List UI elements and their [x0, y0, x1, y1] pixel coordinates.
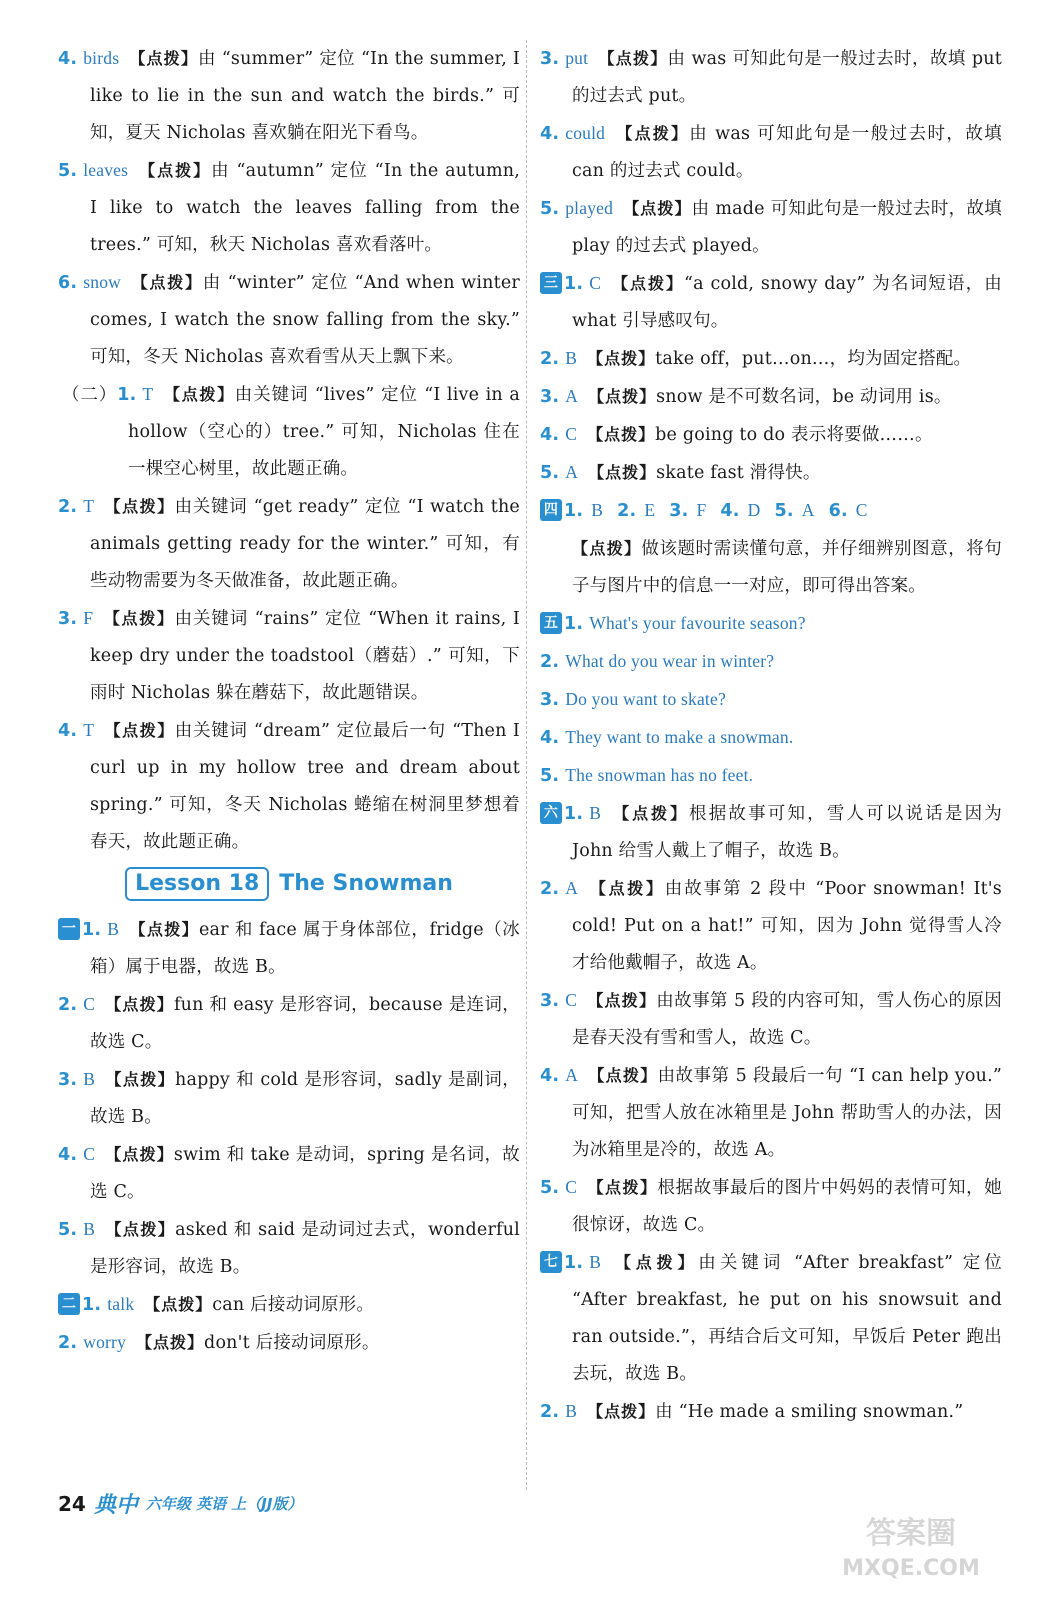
answer: C: [855, 500, 868, 520]
hint-tag: 【点拨】: [615, 124, 690, 143]
explanation-text: 由 was 可知此句是一般过去时，故填 put 的过去式 put。: [572, 49, 1002, 106]
question-number: 4.: [720, 501, 740, 521]
question-number: 3.: [58, 609, 78, 629]
answer: B: [565, 1401, 578, 1421]
explanation-text: 由 “winter” 定位 “And when winter comes, I watch the snow falling from the sky.” 可知，冬天 Nicholas 喜欢看雪从天上飘下来。: [90, 273, 520, 367]
explanation-text: 由 was 可知此句是一般过去时，故填 can 的过去式 could。: [572, 124, 1002, 181]
answer: could: [565, 123, 606, 143]
hint-tag: 【点拨】: [129, 920, 199, 939]
answer: B: [83, 1219, 96, 1239]
question-number: 2.: [58, 1333, 78, 1353]
hint-tag: 【点拨】: [588, 463, 657, 482]
question-number: 1.: [82, 1295, 102, 1315]
lesson-heading: [58, 867, 520, 903]
answer: birds: [83, 48, 120, 68]
answer: played: [565, 198, 614, 218]
answer-item: [540, 681, 1002, 719]
question-number: 5.: [540, 1178, 560, 1198]
answer: C: [589, 273, 602, 293]
explanation-text: ear 和 face 属于身体部位，fridge（冰箱）属于电器，故选 B。: [90, 920, 520, 977]
answer: put: [565, 48, 589, 68]
explanation-text: “a cold, snowy day” 为名词短语，由 what 引导感叹句。: [572, 274, 1002, 331]
answer: A: [565, 878, 579, 898]
question-number: 3.: [540, 49, 560, 69]
hint-tag: 【点拨】: [105, 1145, 174, 1164]
svg-text:MXQE.COM: MXQE.COM: [842, 1556, 980, 1581]
hint-tag: 【点拨】: [588, 1066, 658, 1085]
answer-sentence: What do you wear in winter?: [565, 651, 775, 671]
explanation-text: skate fast 滑得快。: [656, 463, 821, 483]
answer-item: [540, 416, 1002, 454]
explanation-text: snow 是不可数名词，be 动词用 is。: [656, 387, 952, 407]
answer-item: [58, 986, 520, 1061]
answer-item: [540, 982, 1002, 1057]
hint-tag: 【点拨】: [138, 161, 212, 180]
question-number: 4.: [540, 425, 560, 445]
answer-item: [58, 1136, 520, 1211]
answer-item: [540, 190, 1002, 265]
explanation-text: happy 和 cold 是形容词，sadly 是副词，故选 B。: [90, 1070, 520, 1127]
question-number: 4.: [58, 1145, 78, 1165]
answer: D: [747, 500, 761, 520]
explanation-text: 由故事第 2 段中 “Poor snowman! It's cold! Put on a hat!” 可知，因为 John 觉得雪人冷才给他戴帽子，故选 A。: [572, 879, 1002, 973]
answer-item: [540, 719, 1002, 757]
hint-tag: 【点拨】: [105, 995, 174, 1014]
answer: A: [565, 1065, 579, 1085]
answer: B: [589, 803, 602, 823]
hint-tag: 【点拨】: [130, 273, 203, 292]
answer-item: [62, 376, 520, 488]
answer-item: [540, 605, 1002, 643]
answer-item: [58, 40, 520, 152]
explanation-text: 由关键词 “get ready” 定位 “I watch the animals getting ready for the winter.” 可知，有些动物需要为冬天做准备，故此题正确。: [90, 497, 520, 591]
hint-tag: 【点拨】: [611, 804, 690, 823]
explanation-text: 由 “summer” 定位 “In the summer, I like to lie in the sun and watch the birds.” 可知，夏天 Nicholas 喜欢躺在阳光下看鸟。: [90, 49, 520, 143]
hint-tag: 【点拨】: [587, 349, 656, 368]
book-title: 六年级 英语 上（JJ版）: [145, 1495, 303, 1513]
answer: C: [565, 990, 578, 1010]
answer: B: [83, 1069, 96, 1089]
hint-tag: 【点拨】: [572, 539, 642, 558]
answer: leaves: [83, 160, 129, 180]
hint-tag: 【点拨】: [623, 199, 692, 218]
answer-sentence: Do you want to skate?: [565, 689, 726, 709]
hint-tag: 【点拨】: [587, 425, 656, 444]
question-number: 1.: [564, 804, 584, 824]
answer-item: [58, 712, 520, 861]
answer-row: [540, 492, 1002, 530]
right-column: [540, 40, 1002, 1431]
answer-item: [58, 152, 520, 264]
hint-tag: 【点拨】: [588, 879, 665, 898]
answer: B: [591, 500, 604, 520]
question-number: 2.: [617, 501, 637, 521]
question-number: 6.: [828, 501, 848, 521]
hint-tag: 【点拨】: [129, 49, 198, 68]
answer-item: [58, 488, 520, 600]
answer: F: [83, 608, 94, 628]
question-number: 4.: [58, 49, 78, 69]
answer: worry: [83, 1332, 127, 1352]
explanation-text: 根据故事可知，雪人可以说话是因为 John 给雪人戴上了帽子，故选 B。: [572, 804, 1002, 861]
answer-item: [58, 1211, 520, 1286]
question-number: 5.: [540, 766, 560, 786]
hint-tag: 【点拨】: [611, 274, 684, 293]
answer: C: [565, 1177, 578, 1197]
answer-item: [540, 1244, 1002, 1393]
answer-item: [540, 454, 1002, 492]
answer-item: [58, 264, 520, 376]
lesson-number: Lesson 18: [125, 867, 269, 901]
hint-tag: 【点拨】: [103, 609, 175, 628]
question-number: 1.: [564, 274, 584, 294]
answer: T: [83, 496, 95, 516]
answer: T: [83, 720, 95, 740]
question-number: 3.: [669, 501, 689, 521]
question-number: 1.: [564, 501, 584, 521]
question-number: 6.: [58, 273, 78, 293]
question-number: 3.: [540, 991, 560, 1011]
answer: B: [565, 348, 578, 368]
answer-sentence: The snowman has no feet.: [565, 765, 754, 785]
question-number: 4.: [540, 124, 560, 144]
brand-logo: 典中: [93, 1493, 138, 1518]
answer: A: [565, 462, 579, 482]
explanation-text: 由故事第 5 段的内容可知，雪人伤心的原因是春天没有雪和雪人，故选 C。: [572, 991, 1002, 1048]
left-column: [58, 40, 520, 1362]
hint-tag: 【点拨】: [105, 1220, 176, 1239]
hint-tag: 【点拨】: [144, 1295, 213, 1314]
answer-item: [540, 643, 1002, 681]
explanation-text: 根据故事最后的图片中妈妈的表情可知，她很惊讶，故选 C。: [572, 1178, 1002, 1235]
answer-item: [540, 1169, 1002, 1244]
question-number: 5.: [540, 199, 560, 219]
question-number: 3.: [58, 1070, 78, 1090]
section-badge: 六: [540, 802, 562, 824]
question-number: 2.: [540, 879, 560, 899]
question-number: 1.: [564, 614, 584, 634]
answer: talk: [107, 1294, 135, 1314]
hint-tag: 【点拨】: [598, 49, 668, 68]
hint-tag: 【点拨】: [136, 1333, 205, 1352]
question-number: 3.: [540, 690, 560, 710]
answer-item: [58, 1286, 520, 1324]
answer-item: [540, 795, 1002, 870]
hint-tag: 【点拨】: [611, 1253, 699, 1272]
answer: A: [565, 386, 579, 406]
hint-tag: 【点拨】: [587, 1402, 656, 1421]
answer: T: [142, 384, 154, 404]
answer-item: [58, 1324, 520, 1362]
explanation-text: 由关键词 “rains” 定位 “When it rains, I keep dry under the toadstool（蘑菇）.” 可知，下雨时 Nicholas 躲在蘑菇下，故此题错误。: [90, 609, 520, 703]
section-badge: 四: [540, 499, 562, 521]
question-number: 1.: [117, 385, 137, 405]
answer-sentence: What's your favourite season?: [589, 613, 806, 633]
answer-item: [540, 378, 1002, 416]
section-badge: 一: [58, 918, 80, 940]
explanation-text: take off，put…on…，均为固定搭配。: [655, 349, 972, 369]
answer-item: [540, 40, 1002, 115]
column-divider: [526, 40, 527, 1490]
question-number: 4.: [58, 721, 78, 741]
answer: B: [589, 1252, 602, 1272]
section-badge: 二: [58, 1293, 80, 1315]
hint-tag: 【点拨】: [587, 991, 657, 1010]
explanation-text: don't 后接动词原形。: [204, 1333, 380, 1353]
hint-tag: 【点拨】: [104, 721, 175, 740]
answer: C: [83, 1144, 96, 1164]
hint-tag: 【点拨】: [163, 385, 235, 404]
answer: A: [801, 500, 815, 520]
explanation-text: asked 和 said 是动词过去式，wonderful 是形容词，故选 B。: [90, 1220, 520, 1277]
question-number: 2.: [540, 1402, 560, 1422]
answer: C: [565, 424, 578, 444]
explanation-text: be going to do 表示将要做……。: [655, 425, 933, 445]
watermark-logo: [821, 1505, 1001, 1585]
svg-text:答案圈: 答案圈: [866, 1516, 956, 1551]
answer-item: [540, 265, 1002, 340]
answer-item: [58, 600, 520, 712]
question-number: 3.: [540, 387, 560, 407]
page-number: 24: [58, 1491, 86, 1516]
question-number: 2.: [58, 995, 78, 1015]
hint-tag: 【点拨】: [104, 497, 175, 516]
answer: F: [696, 500, 707, 520]
question-number: 5.: [58, 161, 78, 181]
answer: E: [644, 500, 656, 520]
answer-sentence: They want to make a snowman.: [565, 727, 794, 747]
explanation-text: 由 made 可知此句是一般过去时，故填 play 的过去式 played。: [572, 199, 1002, 256]
answer-item: [540, 115, 1002, 190]
section-badge: 三: [540, 272, 562, 294]
question-number: 4.: [540, 1066, 560, 1086]
hint-tag: 【点拨】: [105, 1070, 175, 1089]
section-badge: 七: [540, 1251, 562, 1273]
explanation-text: 由 “He made a smiling snowman.”: [655, 1402, 964, 1422]
explanation-text: 由 “autumn” 定位 “In the autumn, I like to watch the leaves falling from the trees.” 可知，秋天 Nicholas 喜欢看落叶。: [90, 161, 520, 255]
answer-item: [540, 757, 1002, 795]
answer: C: [83, 994, 96, 1014]
lesson-title: The Snowman: [279, 871, 453, 896]
explanation-text: 做该题时需读懂句意，并仔细辨别图意，将句子与图片中的信息一一对应，即可得出答案。: [572, 539, 1002, 596]
section-prefix: （二）: [62, 385, 118, 405]
question-number: 5.: [774, 501, 794, 521]
question-number: 2.: [540, 652, 560, 672]
answer-item: [58, 911, 520, 986]
answer-item: [540, 1057, 1002, 1169]
answer-item: [540, 1393, 1002, 1431]
explanation-text: fun 和 easy 是形容词，because 是连词，故选 C。: [90, 995, 520, 1052]
answer-item: [540, 340, 1002, 378]
answer: B: [107, 919, 120, 939]
answer-item: [58, 1061, 520, 1136]
answer-item: [540, 870, 1002, 982]
question-number: 5.: [58, 1220, 78, 1240]
page-footer: [58, 1488, 302, 1519]
question-number: 1.: [564, 1253, 584, 1273]
explanation-text: 由关键词 “dream” 定位最后一句 “Then I curl up in my hollow tree and dream about spring.” 可知，冬天 Nicholas 蜷缩在树洞里梦想着春天，故此题正确。: [90, 721, 520, 852]
explanation-text: 由关键词 “After breakfast” 定位 “After breakfast, he put on his snowsuit and ran outside.”，再结合后文可知，早饭后 Peter 跑出去玩，故选 B。: [572, 1253, 1002, 1384]
explanation-text: 由关键词 “lives” 定位 “I live in a hollow（空心的）tree.” 可知，Nicholas 住在一棵空心树里，故此题正确。: [128, 385, 520, 479]
question-number: 5.: [540, 463, 560, 483]
hint-tag: 【点拨】: [587, 1178, 658, 1197]
explanation-note: [540, 530, 1002, 605]
answer: snow: [83, 272, 121, 292]
hint-tag: 【点拨】: [588, 387, 657, 406]
section-badge: 五: [540, 612, 562, 634]
explanation-text: 由故事第 5 段最后一句 “I can help you.” 可知，把雪人放在冰箱里是 John 帮助雪人的办法，因为冰箱里是冷的，故选 A。: [572, 1066, 1002, 1160]
question-number: 2.: [540, 349, 560, 369]
question-number: 2.: [58, 497, 78, 517]
question-number: 4.: [540, 728, 560, 748]
explanation-text: can 后接动词原形。: [212, 1295, 375, 1315]
question-number: 1.: [82, 920, 102, 940]
explanation-text: swim 和 take 是动词，spring 是名词，故选 C。: [90, 1145, 520, 1202]
